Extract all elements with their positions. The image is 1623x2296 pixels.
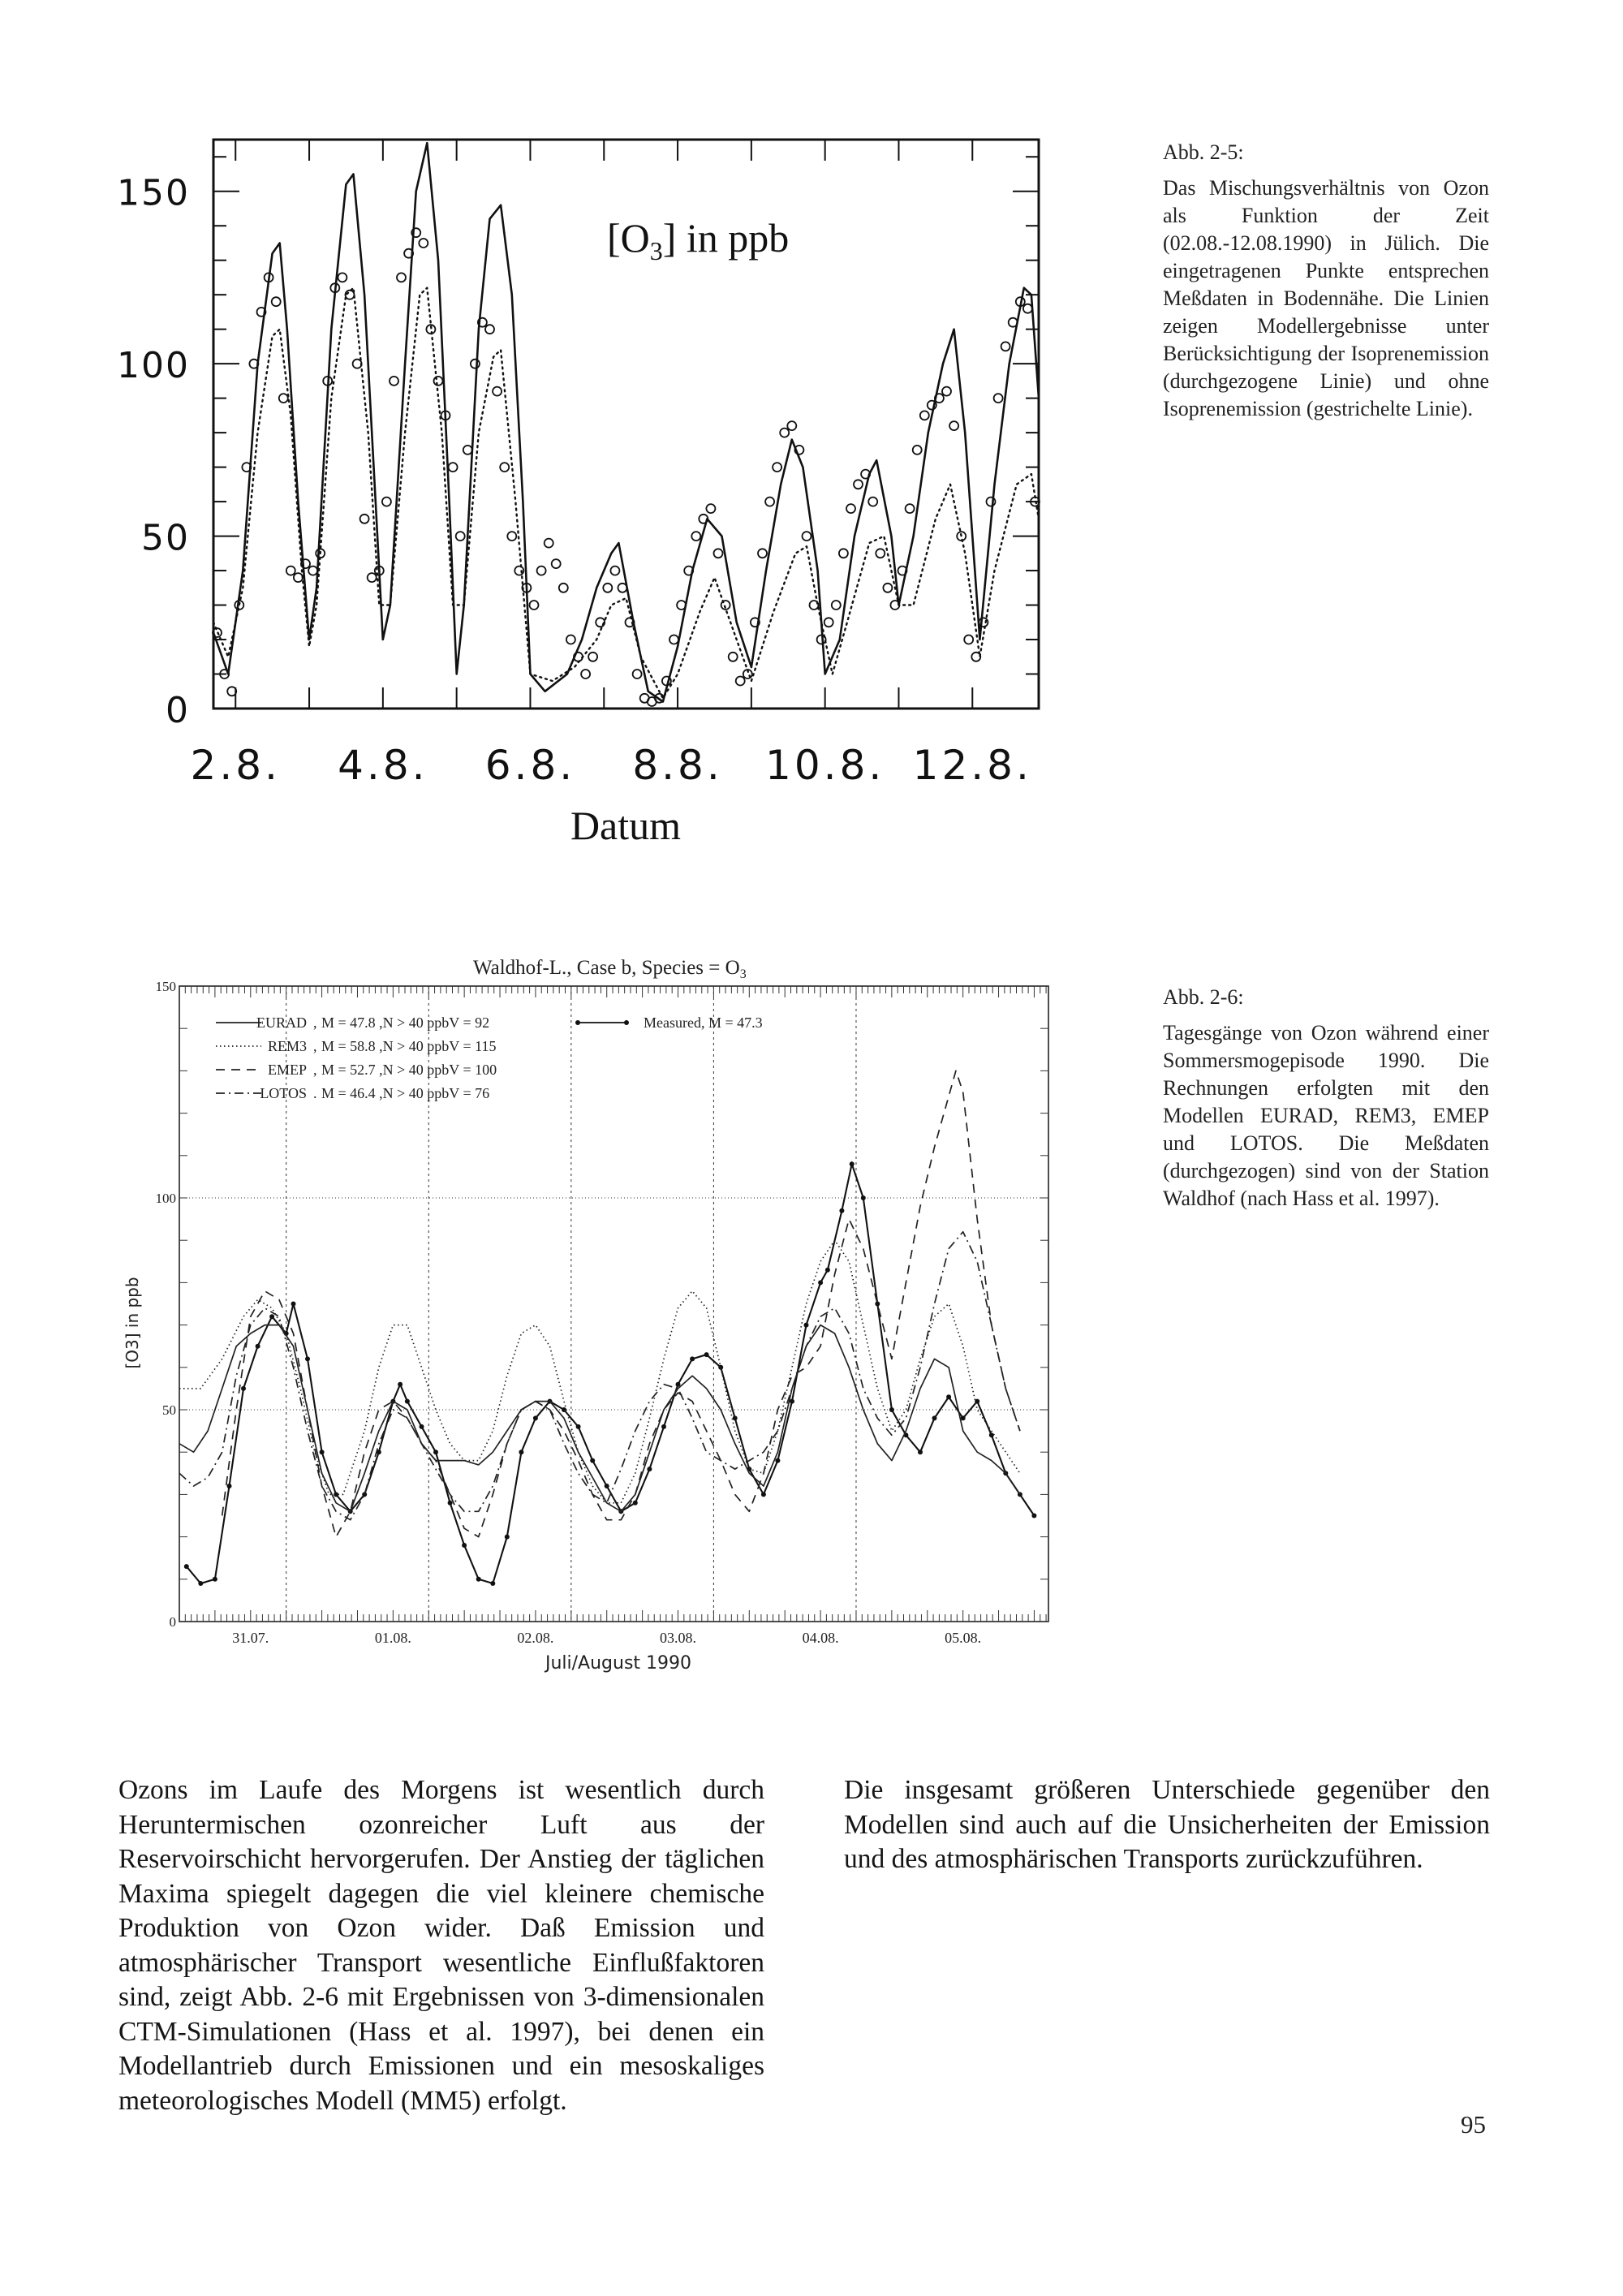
figure-1-data-point [906, 504, 915, 513]
figure-1-data-point [566, 635, 575, 644]
figure-1-data-point [839, 549, 848, 558]
figure-2-measured-point [761, 1492, 766, 1497]
figure-1-data-point [507, 532, 516, 541]
figure-1-data-point [964, 635, 973, 644]
figure-2-measured-point [961, 1415, 966, 1420]
figure-2-measured-point [790, 1399, 794, 1404]
figure-1-data-point [765, 498, 774, 506]
figure-1-data-point [854, 480, 863, 489]
figure-2-measured-point [462, 1543, 467, 1548]
figure-1-model-line-without-isoprene [213, 288, 1039, 699]
legend-model-rem3: REM3 [267, 1038, 307, 1054]
figure-1-data-point [419, 239, 428, 248]
figure-1-data-point [677, 601, 686, 610]
legend-swatch-measured-dot [575, 1020, 580, 1025]
figure-2-frame [156, 979, 1049, 1646]
figure-2-measured-point [198, 1581, 203, 1586]
figure-1-data-point [397, 273, 406, 282]
figure-1-data-point [530, 601, 539, 610]
figure-2-measured-point [918, 1450, 923, 1454]
figure-2-xtick-label: 31.07. [232, 1630, 269, 1646]
figure-2-ytick-label: 50 [162, 1402, 176, 1418]
figure-1-data-point [286, 566, 295, 575]
figure-2-xtick-label: 05.08. [945, 1630, 982, 1646]
figure-2-measured-point [362, 1492, 367, 1497]
figure-2-measured-point [704, 1352, 709, 1357]
figure-2-ytick-label: 150 [155, 979, 176, 994]
figure-2-measured-point [405, 1399, 410, 1404]
figure-1-xtick-label: 10.8. [765, 742, 885, 789]
figure-1-data-point [832, 601, 841, 610]
legend-sep: , [313, 1038, 317, 1054]
figure-2-plot-border [179, 986, 1048, 1622]
body-paragraph-right: Die insgesamt größeren Unterschiede gegenüber den Modellen sind auch auf die Unsicherheiten der Emission und des atmosphärischen Transports zurückzuführen. [844, 1775, 1490, 1874]
figure-1-data-point [920, 411, 929, 420]
figure-2-measured-point [850, 1161, 855, 1166]
figure-2-measured-point [932, 1415, 937, 1420]
figure-1-data-point [868, 498, 877, 506]
figure-1-xlabel: Datum [570, 803, 682, 848]
figure-2-measured-series [184, 1161, 1037, 1586]
figure-1-data-point [810, 601, 819, 610]
figure-2-measured-point [989, 1432, 994, 1437]
figure-1-data-point [913, 446, 922, 454]
figure-1-data-point [471, 360, 480, 368]
figure-2-measured-point [1031, 1514, 1036, 1518]
figure-2-xtick-label: 02.08. [517, 1630, 554, 1646]
figure-1-data-point [714, 549, 723, 558]
figure-1-data-point [846, 504, 855, 513]
figure-2-measured-point [476, 1577, 481, 1582]
figure-2-measured-point [269, 1314, 274, 1319]
figure-1-data-point [603, 584, 612, 592]
legend-sep: . [313, 1085, 317, 1101]
figure-1-data-point [493, 387, 502, 396]
figure-2-caption-label: Abb. 2-6: [1163, 985, 1244, 1009]
figure-2-measured-point [433, 1450, 438, 1454]
figure-2-measured-point [647, 1467, 652, 1471]
figure-2-measured-point [861, 1195, 866, 1200]
figure-2-measured-point [676, 1382, 681, 1387]
figure-1-data-point [803, 532, 812, 541]
figure-2-caption [1163, 984, 1489, 1213]
figure-2-measured-point [291, 1302, 296, 1307]
figure-2-measured-point [839, 1208, 844, 1213]
figure-1-data-point [545, 539, 553, 548]
legend-measured: Measured, M = 47.3 [644, 1014, 763, 1031]
figure-2-xtick-label: 04.08. [802, 1630, 839, 1646]
figure-1-data-point [382, 498, 391, 506]
figure-1-data-point [633, 670, 642, 678]
figure-1-data-point [552, 559, 561, 568]
figure-2-measured-point [825, 1268, 830, 1273]
figure-1-data-point [691, 532, 700, 541]
figure-1-data-point [942, 387, 951, 396]
legend-stats-emep: M = 52.7 ,N > 40 ppbV = 100 [321, 1062, 497, 1078]
figure-1-xtick-label: 2.8. [190, 742, 281, 789]
figure-2-measured-point [241, 1386, 246, 1391]
legend-stats-rem3: M = 58.8 ,N > 40 ppbV = 115 [321, 1038, 497, 1054]
figure-1-xtick-label: 4.8. [338, 742, 428, 789]
legend-sep: , [313, 1062, 317, 1078]
figure-1-data-point [1001, 342, 1010, 351]
figure-2-xlabel: Juli/August 1990 [545, 1653, 692, 1674]
figure-1-data-point [780, 429, 789, 437]
figure-2-xtick-label: 01.08. [374, 1630, 411, 1646]
figure-1-data-point [500, 463, 509, 472]
figure-2-measured-point [505, 1535, 510, 1540]
legend-model-emep: EMEP [267, 1062, 307, 1078]
figure-1-data-point [537, 566, 546, 575]
page-number: 95 [1461, 2110, 1486, 2139]
figure-1-data-point [456, 532, 465, 541]
figure-1-data-point [360, 515, 369, 523]
legend-model-lotos: LOTOS [260, 1085, 307, 1101]
figure-2-caption-text: Tagesgänge von Ozon während einer Sommersmogepisode 1990. Die Rechnungen erfolgten mit den Modellen EURAD, REM3, EMEP und LOTOS. Die Meßdaten (durchgezogen) sind von der Station Waldhof (nach Hass et al. 1997). [1163, 1021, 1489, 1210]
figure-2-legend [216, 1014, 763, 1101]
figure-1-title: $[O_3]$ in ppb [607, 215, 790, 265]
figure-2-measured-point [889, 1407, 894, 1412]
legend-stats-lotos: M = 46.4 ,N > 40 ppbV = 76 [321, 1085, 490, 1101]
figure-1-data-point [272, 297, 281, 306]
figure-1-xtick-label: 12.8. [912, 742, 1032, 789]
figure-2-xtick-label: 03.08. [660, 1630, 697, 1646]
figure-2-measured-point [661, 1424, 666, 1429]
figure-2-measured-point [320, 1450, 325, 1454]
figure-1-data-point [876, 549, 885, 558]
figure-1-ytick-label: 50 [141, 517, 190, 559]
figure-2-measured-point [227, 1484, 232, 1488]
figure-1-data-point [971, 653, 980, 661]
figure-1-data-point [824, 618, 833, 627]
figure-2-measured-point [818, 1280, 823, 1285]
figure-1-data-point [485, 325, 494, 334]
figure-2-measured-point [184, 1564, 189, 1569]
figure-1-data-point [706, 504, 715, 513]
figure-1-data-point [279, 394, 288, 403]
figure-2-measured-point [420, 1424, 424, 1429]
figure-1-data-point [618, 584, 627, 592]
figure-2-measured-point [490, 1581, 495, 1586]
figure-1-data-point [994, 394, 1003, 403]
figure-1-data-point [669, 635, 678, 644]
figure-1-data-point [338, 273, 347, 282]
figure-1-data-point [736, 677, 745, 686]
figure-1-xtick-label: 6.8. [484, 742, 576, 789]
figure-2-measured-point [775, 1458, 780, 1463]
figure-1-data-point [729, 653, 738, 661]
figure-2-marks [179, 1070, 1036, 1586]
figure-1-data-point [787, 421, 796, 430]
body-paragraph-left: Ozons im Laufe des Morgens ist wesentlich durch Heruntermischen ozonreicher Luft aus der Reservoirschicht hervorgerufen. Der Anstieg der täglichen Maxima spiegelt dagegen die viel kleinere chemische Produktion von Ozon wider. Daß Emission und atmosphärischer Transport wesentliche Einflußfaktoren sind, zeigt Abb. 2-6 mit Ergebnissen von 3-dimensionalen CTM-Simulationen (Hass et al. 1997), bei denen ein Modellantrieb durch Emissionen und ein mesoskaliges meteorologisches Modell (MM5) erfolgt. [118, 1775, 764, 2116]
figure-1-data-point [449, 463, 458, 472]
figure-1-xtick-label: 8.8. [632, 742, 723, 789]
legend-stats-eurad: M = 47.8 ,N > 40 ppbV = 92 [321, 1014, 490, 1031]
figure-2-measured-point [256, 1344, 260, 1349]
figure-2-measured-point [946, 1394, 951, 1399]
figure-2-measured-point [448, 1501, 453, 1506]
figure-1-caption-label: Abb. 2-5: [1163, 140, 1244, 164]
figure-1-data-point [463, 446, 472, 454]
figure-2-measured-point [633, 1501, 638, 1506]
figure-1-chart [0, 0, 1623, 893]
figure-2-model-line-rem3 [179, 1240, 1020, 1503]
figure-2-measured-point [733, 1415, 738, 1420]
figure-2-measured-point [590, 1458, 595, 1463]
figure-1-data-point [434, 377, 443, 386]
figure-1-data-point [1023, 304, 1032, 313]
figure-1-data-point [294, 573, 303, 582]
figure-2-ytick-label: 100 [155, 1191, 176, 1206]
figure-1-ytick-label: 150 [117, 172, 190, 214]
figure-1-data-point [308, 566, 317, 575]
figure-1-data-point [390, 377, 398, 386]
figure-2-ylabel: [O3] in ppb [123, 1277, 142, 1369]
figure-2-measured-point [398, 1382, 403, 1387]
figure-2-measured-point [305, 1356, 310, 1361]
figure-2-model-line-lotos [179, 1232, 1020, 1520]
figure-1-data-point [581, 670, 590, 678]
figure-2-measured-point [690, 1356, 695, 1361]
figure-1-caption-text: Das Mischungsverhältnis von Ozon als Funktion der Zeit (02.08.-12.08.1990) in Jülich. Die eingetragenen Punkte entsprechen Meßdaten in Bodennähe. Die Linien zeigen Modellergebnisse unter Berücksichtigung der Isoprenemission (durchgezogene Linie) und ohne Isoprenemission (gestrichelte Linie). [1163, 176, 1489, 420]
legend-swatch-measured-dot [624, 1020, 629, 1025]
figure-2-measured-point [804, 1323, 809, 1328]
figure-1-measured-points [213, 228, 1040, 706]
figure-2-measured-point [605, 1484, 609, 1488]
figure-1-data-point [588, 653, 597, 661]
figure-2-measured-point [576, 1424, 581, 1429]
figure-1-ytick-label: 0 [166, 690, 190, 731]
body-column-left [118, 1773, 764, 2118]
figure-1-data-point [1009, 318, 1018, 327]
figure-2-measured-point [875, 1302, 880, 1307]
figure-1-data-point [368, 573, 377, 582]
figure-1-data-point [559, 584, 568, 592]
figure-1-data-point [773, 463, 781, 472]
legend-sep: , [313, 1014, 317, 1031]
figure-1-ytick-label: 100 [117, 345, 190, 387]
figure-1-data-point [610, 566, 619, 575]
figure-1-data-point [987, 498, 996, 506]
legend-model-eurad: EURAD [256, 1014, 307, 1031]
figure-1-data-point [758, 549, 767, 558]
figure-2-measured-point [533, 1415, 538, 1420]
figure-2-measured-point [213, 1577, 217, 1582]
body-column-right [844, 1773, 1490, 1877]
figure-1-data-point [883, 584, 892, 592]
figure-2-title: Waldhof-L., Case b, Species = $O_3$ [473, 957, 747, 981]
figure-1-data-point [949, 421, 958, 430]
figure-1-caption [1163, 139, 1489, 423]
figure-2-ytick-label: 0 [169, 1614, 176, 1630]
figure-2-model-line-emep [222, 1070, 1020, 1536]
figure-2-measured-point [519, 1450, 523, 1454]
